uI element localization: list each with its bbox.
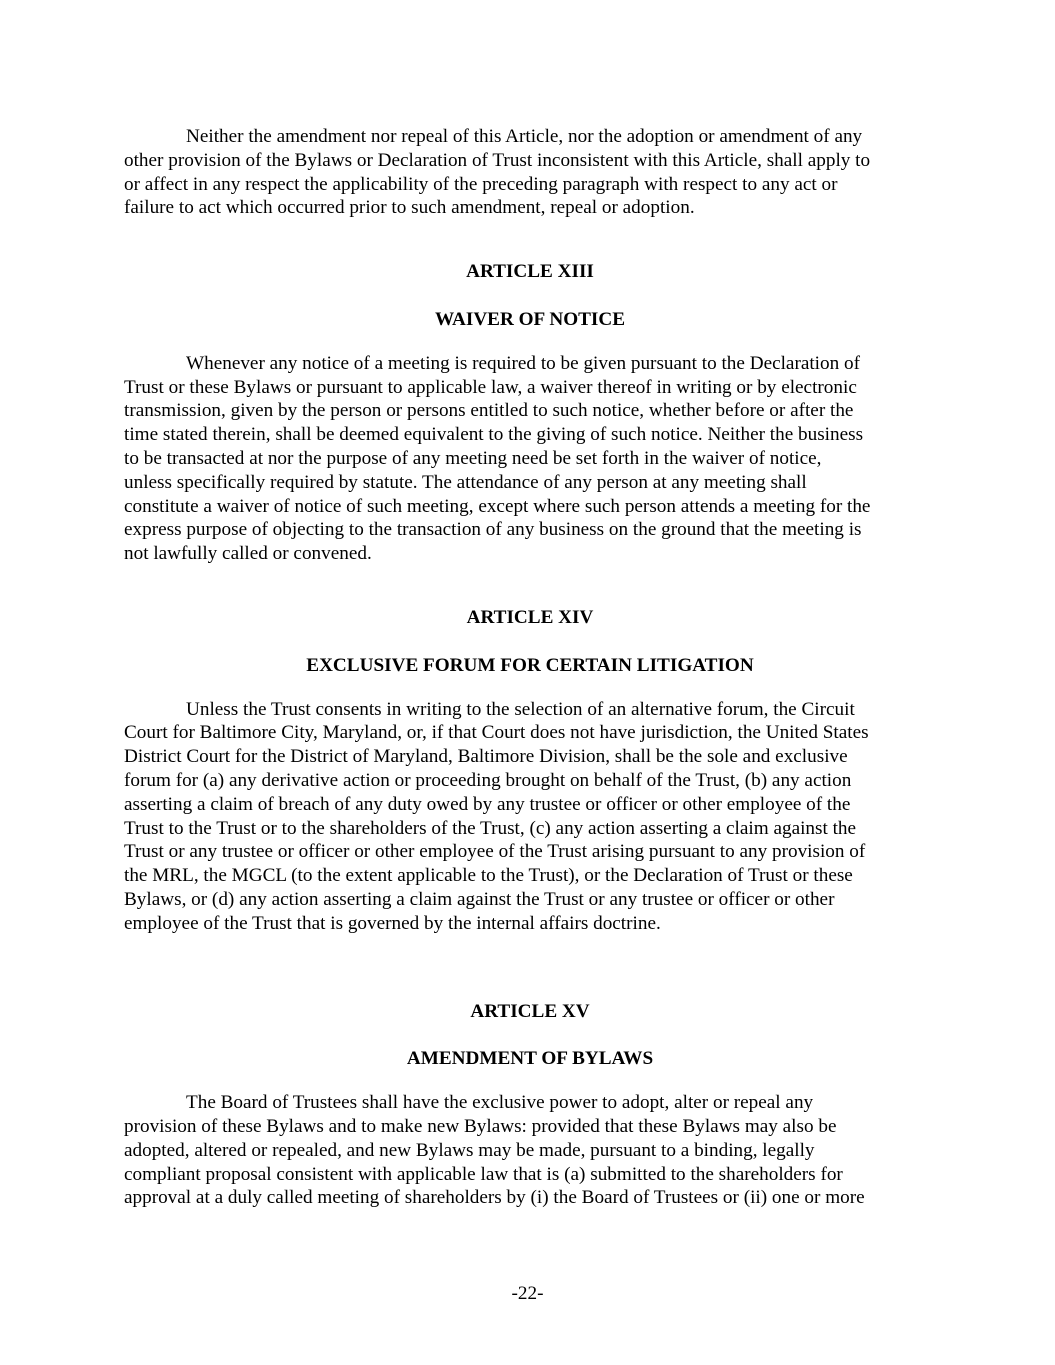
text-line: Trust or any trustee or officer or other employee of the Trust arising pursuant to any provision of [124,841,866,863]
text-line: transmission, given by the person or persons entitled to such notice, whether before or after the [124,400,854,422]
text-line: provision of these Bylaws and to make new Bylaws: provided that these Bylaws may also be [124,1115,837,1137]
text-line: failure to act which occurred prior to such amendment, repeal or adoption. [124,197,695,219]
text-line: express purpose of objecting to the transaction of any business on the ground that the meeting is [124,519,862,541]
article-13-title: WAIVER OF NOTICE [434,308,626,330]
text-line: Court for Baltimore City, Maryland, or, if that Court does not have jurisdiction, the United States [124,722,869,744]
text-line: other provision of the Bylaws or Declaration of Trust inconsistent with this Article, shall apply to [124,149,871,171]
paragraph-waiver-of-notice [124,352,936,566]
article-15-number: ARTICLE XV [470,1000,590,1022]
text-line: Bylaws, or (d) any action asserting a claim against the Trust or any trustee or officer or other [124,888,835,910]
text-line: forum for (a) any derivative action or proceeding brought on behalf of the Trust, (b) any action [124,769,852,791]
text-line: Trust to the Trust or to the shareholders of the Trust, (c) any action asserting a claim against the [124,817,857,839]
text-line: District Court for the District of Maryland, Baltimore Division, shall be the sole and exclusive [124,746,848,768]
article-14-title: EXCLUSIVE FORUM FOR CERTAIN LITIGATION [306,654,754,676]
text-line: time stated therein, shall be deemed equivalent to the giving of such notice. Neither the business [124,424,864,446]
paragraph-amendment-of-bylaws [124,1091,936,1210]
article-14-number: ARTICLE XIV [466,606,594,628]
document-page [124,125,936,1210]
text-line: Neither the amendment nor repeal of this Article, nor the adoption or amendment of any [186,126,863,147]
text-line: Unless the Trust consents in writing to the selection of an alternative forum, the Circuit [186,698,855,720]
text-line: or affect in any respect the applicability of the preceding paragraph with respect to any act or [124,173,838,195]
text-line: constitute a waiver of notice of such meeting, except where such person attends a meeting for the [124,495,871,517]
text-line: asserting a claim of breach of any duty owed by any trustee or officer or other employee of the [124,793,851,815]
text-line: compliant proposal consistent with applicable law that is (a) submitted to the shareholders for [124,1163,843,1185]
text-line: Whenever any notice of a meeting is required to be given pursuant to the Declaration of [186,352,860,374]
page-number: -22- [511,1283,544,1304]
text-line: unless specifically required by statute. The attendance of any person at any meeting shall [124,471,807,493]
article-15-title: AMENDMENT OF BYLAWS [406,1048,654,1070]
text-line: The Board of Trustees shall have the exclusive power to adopt, alter or repeal any [186,1092,814,1114]
text-line: Trust or these Bylaws or pursuant to applicable law, a waiver thereof in writing or by electronic [124,376,857,398]
text-line: approval at a duly called meeting of shareholders by (i) the Board of Trustees or (ii) one or more [124,1187,865,1209]
article-13-number: ARTICLE XIII [466,261,594,283]
text-line: the MRL, the MGCL (to the extent applicable to the Trust), or the Declaration of Trust or these [124,865,853,887]
text-line: adopted, altered or repealed, and new Bylaws may be made, pursuant to a binding, legally [124,1139,815,1161]
paragraph-amendment-effect [124,125,936,220]
text-line: not lawfully called or convened. [124,543,372,565]
text-line: to be transacted at nor the purpose of any meeting need be set forth in the waiver of notice, [124,447,822,469]
text-line: employee of the Trust that is governed by the internal affairs doctrine. [124,912,661,934]
paragraph-exclusive-forum [124,698,936,936]
